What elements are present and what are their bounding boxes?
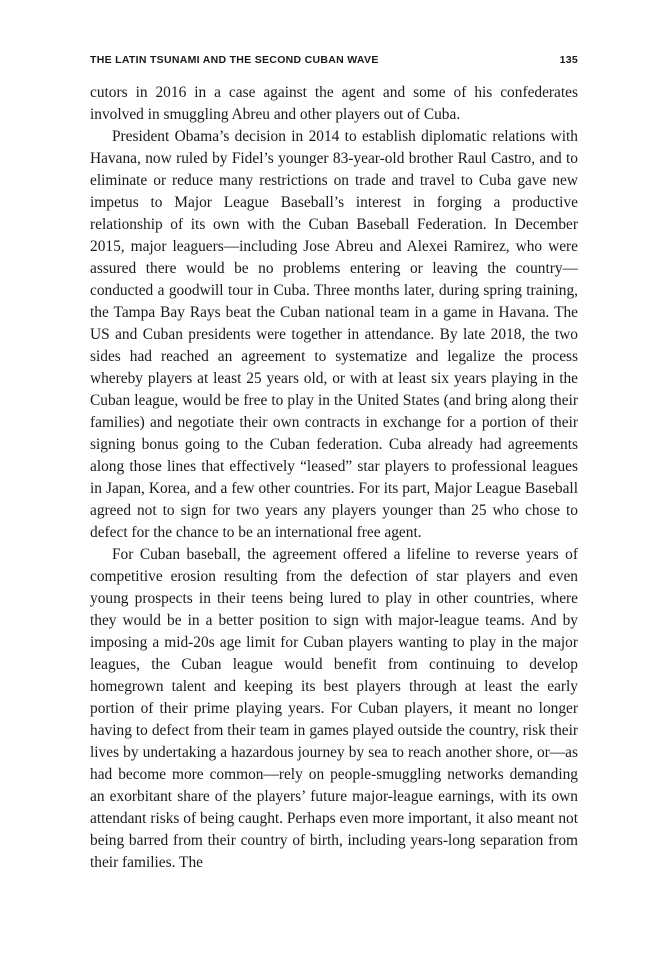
running-head — [90, 54, 578, 70]
body-text — [90, 82, 578, 874]
running-head-title: THE LATIN TSUNAMI AND THE SECOND CUBAN WAVE — [90, 54, 379, 66]
paragraph-obama-diplomatic-relations: President Obama’s decision in 2014 to establish diplomatic relations with Havana, now ruled by Fidel’s younger 83-year-old brother Raul Castro, and to eliminate or reduce many restrictions on trade and travel to Cuba gave new impetus to Major League Baseball’s interest in forging a productive relationship of its own with the Cuban Baseball Federation. In December 2015, major leaguers—including Jose Abreu and Alexei Ramirez, who were assured there would be no problems entering or leaving the country—conducted a goodwill tour in Cuba. Three months later, during spring training, the Tampa Bay Rays beat the Cuban national team in a game in Havana. The US and Cuban presidents were together in attendance. By late 2018, the two sides had reached an agreement to systematize and legalize the process whereby players at least 25 years old, or with at least six years playing in the Cuban league, would be free to play in the United States (and bring along their families) and negotiate their own contracts in exchange for a portion of their signing bonus going to the Cuban federation. Cuba already had agreements along those lines that effectively “leased” star players to professional leagues in Japan, Korea, and a few other countries. For its part, Major League Baseball agreed not to sign for two years any players younger than 25 who chose to defect for the chance to be an international free agent. — [90, 128, 578, 541]
paragraph-cuban-baseball-agreement: For Cuban baseball, the agreement offered a lifeline to reverse years of competitive erosion resulting from the defection of star players and even young prospects in their teens being lured to play in other countries, where they would be in a better position to sign with major-league teams. And by imposing a mid-20s age limit for Cuban players wanting to play in the major leagues, the Cuban league would benefit from continuing to develop homegrown talent and keeping its best players through at least the early portion of their prime playing years. For Cuban players, it meant no longer having to defect from their team in games played outside the country, risk their lives by undertaking a hazardous journey by sea to reach another shore, or—as had become more common—rely on people-smuggling networks demanding an exorbitant share of the players’ future major-league earnings, with its own attendant risks of being caught. Perhaps even more important, it also meant not being barred from their country of birth, including years-long separation from their families. The — [90, 546, 578, 871]
page-number: 135 — [559, 54, 578, 66]
paragraph-continued: cutors in 2016 in a case against the agent and some of his confederates involved in smuggling Abreu and other players out of Cuba. — [90, 84, 578, 123]
